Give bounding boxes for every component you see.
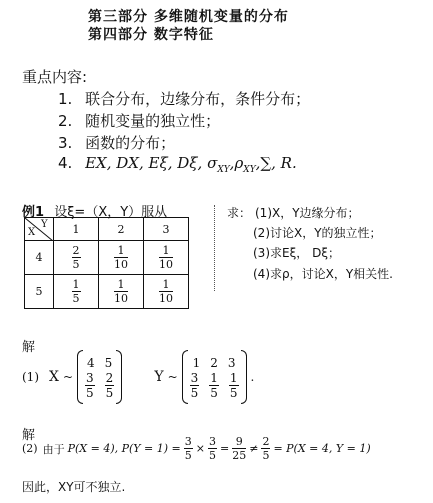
dotted-divider xyxy=(214,205,215,291)
denominator: 10 xyxy=(159,258,173,271)
example-setup-text: 设ξ=（X，Y）服从 xyxy=(54,205,168,220)
column-header: 2 xyxy=(99,218,144,241)
solution-label-2: 解 xyxy=(22,428,36,443)
fraction xyxy=(229,372,239,399)
table-cell xyxy=(144,241,189,275)
key-item-num: 4. xyxy=(58,154,73,172)
comma-separator: , xyxy=(229,154,235,172)
numerator: 1 xyxy=(114,245,128,258)
fraction xyxy=(72,279,81,304)
equals-symbol: = xyxy=(220,442,230,455)
key-content-title: 重点内容: xyxy=(22,68,88,86)
left-paren xyxy=(77,350,83,404)
key-item-text: 随机变量的独立性； xyxy=(85,112,221,130)
fraction xyxy=(208,436,217,461)
numerator: 1 xyxy=(229,370,238,385)
key-item-text: 函数的分布； xyxy=(85,134,176,152)
key-item-num: 2. xyxy=(58,112,73,130)
solution-number: (1) xyxy=(22,370,39,384)
denominator: 5 xyxy=(184,449,192,462)
key-item-text: 联合分布，边缘分布，条件分布； xyxy=(85,90,311,108)
task-2: (2)讨论X，Y的独立性； xyxy=(253,226,382,240)
denominator: 5 xyxy=(86,385,94,400)
value: 4 xyxy=(87,355,95,370)
fraction xyxy=(114,279,128,304)
table-corner-cell xyxy=(25,218,54,241)
numerator: 2 xyxy=(262,435,270,448)
task-label: 求： xyxy=(227,206,252,220)
matrix-body xyxy=(85,356,114,399)
table-cell xyxy=(99,275,144,309)
value: 3 xyxy=(227,355,236,370)
task-4: (4)求ρ，讨论X，Y相关性. xyxy=(253,267,393,281)
example-label: 例1 xyxy=(22,205,45,220)
task-3: (3)求Eξ， Dξ； xyxy=(253,246,341,260)
value: 2 xyxy=(210,355,218,370)
matrix-values-row xyxy=(85,356,114,370)
table-row xyxy=(25,241,189,275)
denominator: 5 xyxy=(262,449,270,462)
matrix-body xyxy=(190,356,239,399)
numerator: 1 xyxy=(114,279,128,292)
x-variable: X xyxy=(49,369,59,385)
value: 5 xyxy=(104,355,113,370)
numerator: 3 xyxy=(209,435,216,448)
conclusion: 因此，XY可不独立. xyxy=(22,480,126,494)
column-header: 1 xyxy=(54,218,99,241)
fraction xyxy=(184,436,193,461)
numerator: 9 xyxy=(232,436,246,449)
fraction xyxy=(232,436,246,461)
y-variable: Y xyxy=(154,369,164,385)
denominator: 5 xyxy=(229,385,238,400)
table-cell xyxy=(99,241,144,275)
numerator: 3 xyxy=(190,370,199,385)
fraction xyxy=(105,372,115,399)
fraction xyxy=(85,372,95,399)
prefix-text: 由于 xyxy=(42,442,65,456)
denominator: 10 xyxy=(114,258,128,271)
right-paren xyxy=(116,350,122,404)
right-paren xyxy=(241,350,247,404)
key-item-1 xyxy=(58,88,310,109)
fraction xyxy=(209,372,219,399)
row-header: 5 xyxy=(25,275,54,309)
table-cell xyxy=(144,275,189,309)
fraction xyxy=(261,436,270,461)
denominator: 5 xyxy=(72,258,80,271)
math-tail: ,∑, R. xyxy=(255,154,297,172)
fraction xyxy=(190,372,200,399)
independence-check xyxy=(22,436,371,461)
denominator: 5 xyxy=(72,292,80,305)
numerator: 1 xyxy=(159,279,173,292)
key-item-num: 3. xyxy=(58,134,73,152)
fraction xyxy=(159,279,173,304)
fraction xyxy=(72,245,81,270)
tilde-symbol: ~ xyxy=(62,370,74,384)
key-item-4-math xyxy=(85,154,297,175)
times-symbol: × xyxy=(195,442,205,455)
fraction xyxy=(114,245,128,270)
numerator: 3 xyxy=(86,370,94,385)
numerator: 3 xyxy=(184,435,192,448)
key-item-2 xyxy=(58,110,220,131)
y-distribution-matrix xyxy=(182,350,247,404)
subscript-xy: XY xyxy=(243,165,256,175)
not-equal-symbol: ≠ xyxy=(249,442,259,455)
joint-distribution-table xyxy=(24,217,189,309)
column-header: 3 xyxy=(144,218,189,241)
key-item-4 xyxy=(58,154,297,175)
fraction xyxy=(159,245,173,270)
matrix-probs-row xyxy=(85,372,114,399)
task-1: (1)X，Y边缘分布； xyxy=(255,206,360,220)
denominator: 10 xyxy=(159,292,173,305)
denominator: 5 xyxy=(210,385,218,400)
solution-label: 解 xyxy=(22,340,36,355)
solution-number: (2) xyxy=(22,442,38,455)
x-distribution-matrix xyxy=(77,350,122,404)
matrix-probs-row xyxy=(190,372,239,399)
table-cell xyxy=(54,241,99,275)
numerator: 2 xyxy=(72,244,80,257)
denominator: 5 xyxy=(105,385,114,400)
denominator: 10 xyxy=(114,292,128,305)
probability-expression: P(X = 4), P(Y = 1) = xyxy=(67,442,181,455)
denominator: 25 xyxy=(232,449,247,462)
numerator: 1 xyxy=(210,370,218,385)
rho-symbol: ρ xyxy=(234,154,244,172)
tilde-symbol: ~ xyxy=(167,370,178,384)
left-paren xyxy=(182,350,188,404)
value: 1 xyxy=(192,355,201,370)
corner-y: Y xyxy=(41,219,48,230)
corner-x: X xyxy=(28,227,36,238)
table-row xyxy=(25,275,189,309)
subscript-xy: XY xyxy=(217,165,230,175)
matrix-values-row xyxy=(190,356,239,370)
numerator: 2 xyxy=(105,370,114,385)
math-symbols: EX, DX, Eξ, Dξ, σ xyxy=(85,154,218,172)
period: . xyxy=(250,370,255,384)
heading-part-4: 第四部分 数字特征 xyxy=(88,27,214,43)
numerator: 1 xyxy=(159,245,173,258)
key-item-3 xyxy=(58,132,175,153)
key-item-num: 1. xyxy=(58,90,73,108)
denominator: 5 xyxy=(190,385,199,400)
table-cell xyxy=(54,275,99,309)
joint-probability-expression: = P(X = 4, Y = 1) xyxy=(273,442,371,455)
marginal-distributions xyxy=(22,350,254,404)
row-header: 4 xyxy=(25,241,54,275)
probability-table xyxy=(24,217,189,309)
heading-part-3: 第三部分 多维随机变量的分布 xyxy=(88,9,289,25)
denominator: 5 xyxy=(209,449,216,462)
numerator: 1 xyxy=(72,278,80,291)
